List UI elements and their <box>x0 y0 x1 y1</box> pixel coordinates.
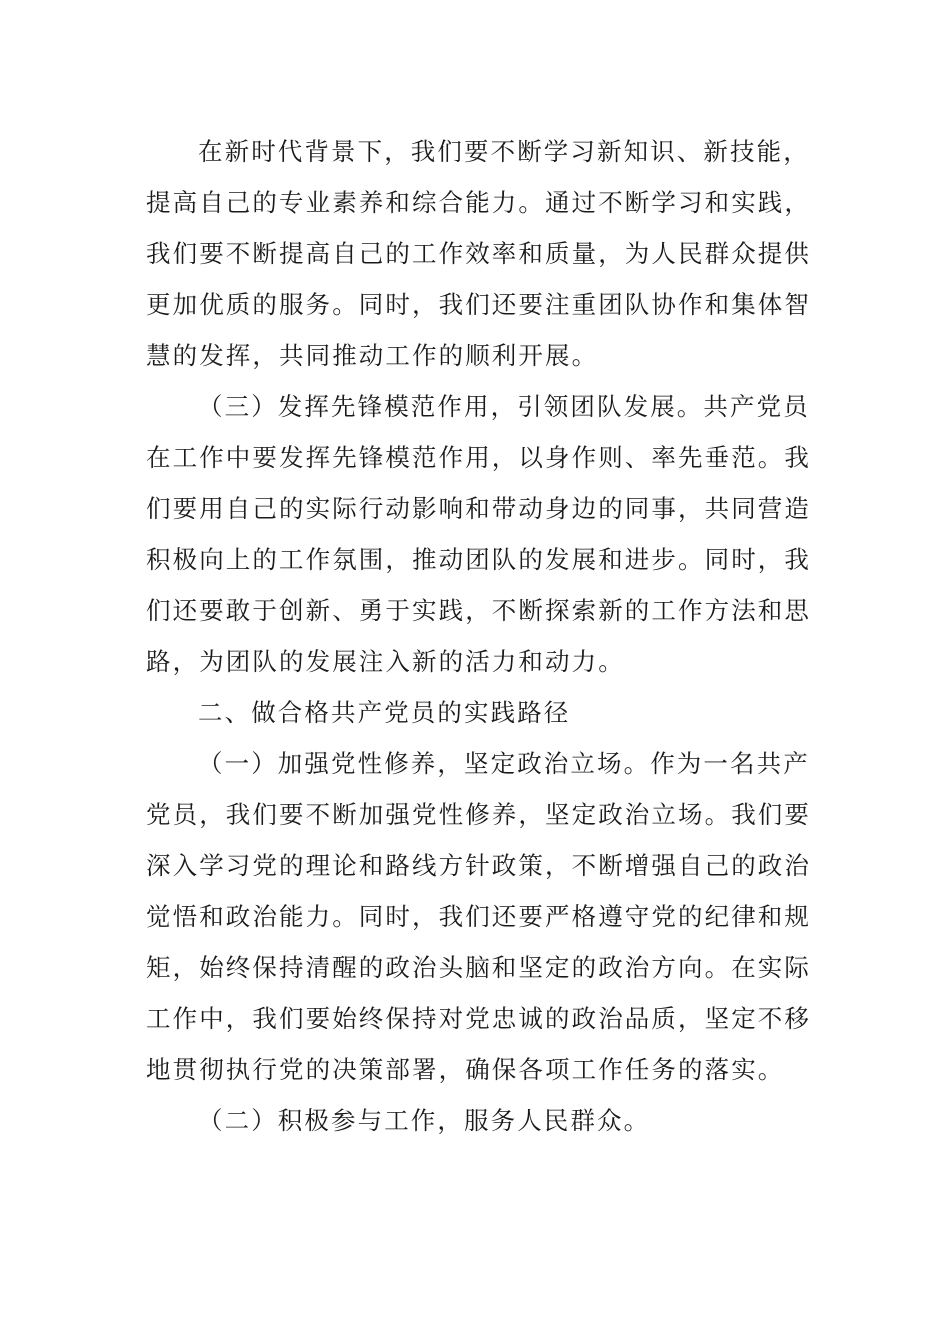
paragraph-line: 矩，始终保持清醒的政治头脑和坚定的政治方向。在实际 <box>146 953 811 982</box>
paragraph-section-two <box>146 1095 786 1146</box>
paragraph-line: （一）加强党性修养，坚定政治立场。作为一名共产 <box>198 749 810 778</box>
paragraph-line: （三）发挥先锋模范作用，引领团队发展。共产党员 <box>198 392 810 421</box>
paragraph-section-one <box>146 738 811 1095</box>
paragraph-line: 积极向上的工作氛围，推动团队的发展和进步。同时，我 <box>146 545 811 574</box>
paragraph-line: 们还要敢于创新、勇于实践，不断探索新的工作方法和思 <box>146 596 811 625</box>
document-body <box>146 126 811 1146</box>
paragraph-line: （二）积极参与工作，服务人民群众。 <box>198 1106 651 1135</box>
paragraph-line: 深入学习党的理论和路线方针政策，不断增强自己的政治 <box>146 851 811 880</box>
section-heading <box>146 687 786 738</box>
paragraph-line: 党员，我们要不断加强党性修养，坚定政治立场。我们要 <box>146 800 811 829</box>
paragraph-line: 们要用自己的实际行动影响和带动身边的同事，共同营造 <box>146 494 811 523</box>
paragraph-line: 觉悟和政治能力。同时，我们还要严格遵守党的纪律和规 <box>146 902 811 931</box>
paragraph-section-three <box>146 381 811 687</box>
paragraph-line: 慧的发挥，共同推动工作的顺利开展。 <box>146 341 599 370</box>
paragraph-line: 地贯彻执行党的决策部署，确保各项工作任务的落实。 <box>146 1055 785 1084</box>
paragraph-continuation <box>146 126 811 381</box>
paragraph-line: 路，为团队的发展注入新的活力和动力。 <box>146 647 625 676</box>
paragraph-line: 在工作中要发挥先锋模范作用，以身作则、率先垂范。我 <box>146 443 811 472</box>
paragraph-line: 提高自己的专业素养和综合能力。通过不断学习和实践， <box>146 188 811 217</box>
paragraph-line: 我们要不断提高自己的工作效率和质量，为人民群众提供 <box>146 239 811 268</box>
paragraph-line: 在新时代背景下，我们要不断学习新知识、新技能， <box>198 137 810 166</box>
paragraph-line: 工作中，我们要始终保持对党忠诚的政治品质，坚定不移 <box>146 1004 811 1033</box>
section-heading-text: 二、做合格共产党员的实践路径 <box>198 698 571 727</box>
paragraph-line: 更加优质的服务。同时，我们还要注重团队协作和集体智 <box>146 290 811 319</box>
